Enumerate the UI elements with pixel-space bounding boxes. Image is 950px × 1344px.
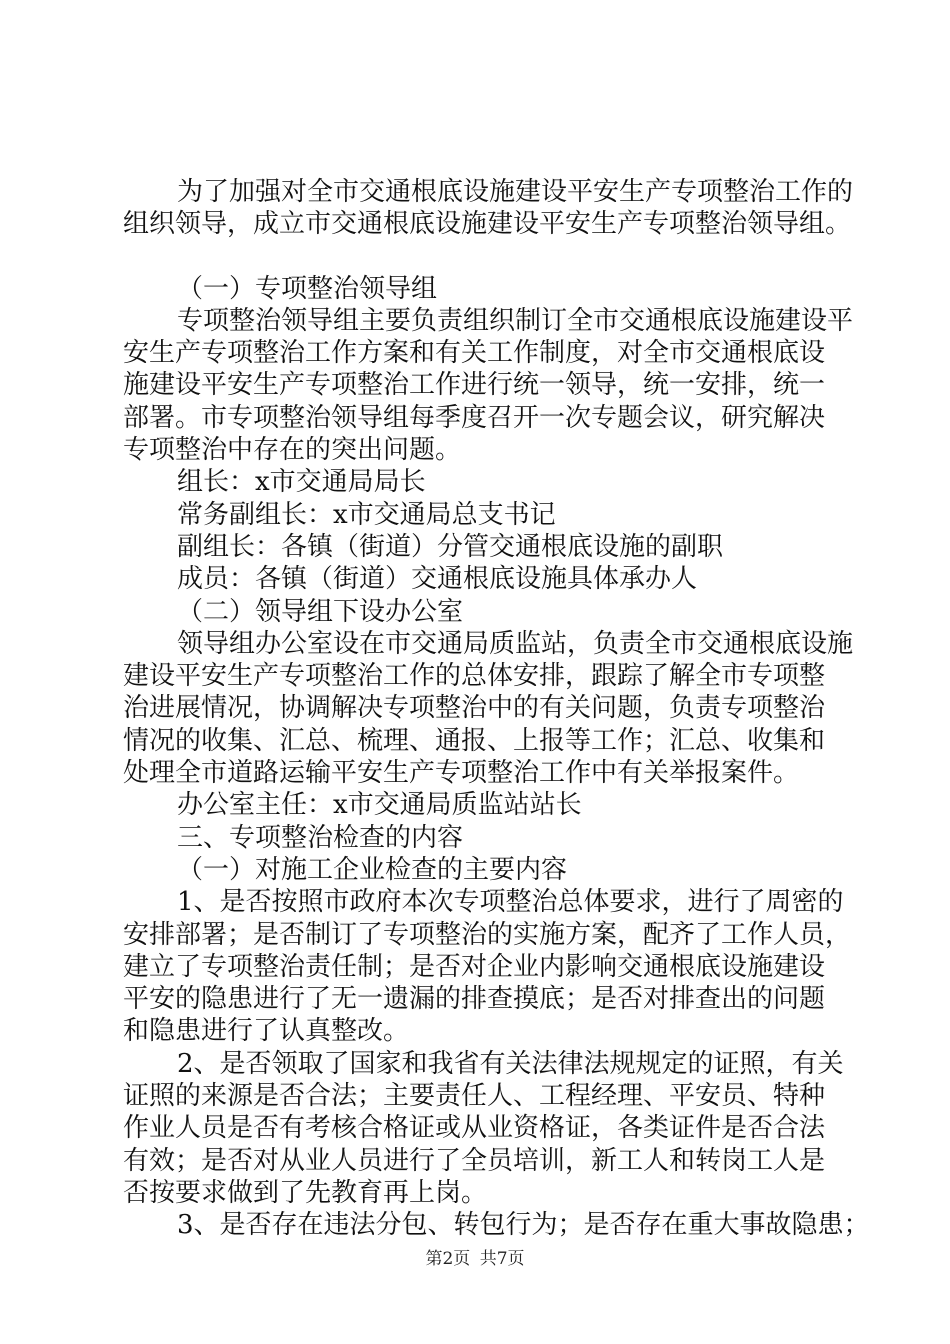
document-body — [123, 176, 870, 1242]
office-director-line: 办公室主任：x市交通局质监站站长 — [177, 790, 582, 821]
section2-para-line: 建设平安生产专项整治工作的总体安排，跟踪了解全市专项整 — [123, 661, 826, 692]
members-line: 成员：各镇（街道）交通根底设施具体承办人 — [177, 564, 698, 595]
vice-leader-line: 副组长：各镇（街道）分管交通根底设施的副职 — [177, 531, 724, 562]
paragraph-gap — [123, 241, 843, 273]
item1-line: 建立了专项整治责任制；是否对企业内影响交通根底设施建设 — [123, 951, 826, 982]
section2-para-line: 情况的收集、汇总、梳理、通报、上报等工作；汇总、收集和 — [123, 725, 826, 756]
intro-line: 为了加强对全市交通根底设施建设平安生产专项整治工作的 — [177, 177, 854, 207]
section3-heading: 三、专项整治检查的内容 — [177, 822, 464, 853]
exec-vice-leader-line: 常务副组长：x市交通局总支书记 — [177, 499, 556, 530]
item2-line: 证照的来源是否合法；主要责任人、工程经理、平安员、特种 — [123, 1081, 826, 1112]
section2-para-line: 处理全市道路运输平安生产专项整治工作中有关举报案件。 — [123, 758, 800, 789]
section2-para-line: 领导组办公室设在市交通局质监站，负责全市交通根底设施 — [177, 628, 854, 659]
item2-line: 作业人员是否有考核合格证或从业资格证，各类证件是否合法 — [123, 1113, 826, 1144]
item1-line: 和隐患进行了认真整改。 — [123, 1016, 410, 1047]
item2-line: 2、是否领取了国家和我省有关法律法规规定的证照，有关 — [177, 1048, 844, 1079]
item1-line: 平安的隐患进行了无一遗漏的排查摸底；是否对排查出的问题 — [123, 984, 826, 1015]
section1-para-line: 施建设平安生产专项整治工作进行统一领导，统一安排，统一 — [123, 370, 826, 401]
item1-line: 安排部署；是否制订了专项整治的实施方案，配齐了工作人员， — [123, 919, 852, 950]
section1-para-line: 安生产专项整治工作方案和有关工作制度，对全市交通根底设 — [123, 338, 826, 369]
leader-line: 组长：x市交通局局长 — [177, 467, 426, 498]
item2-line: 有效；是否对从业人员进行了全员培训，新工人和转岗工人是 — [123, 1145, 826, 1176]
section2-heading: （二）领导组下设办公室 — [177, 596, 464, 627]
page-number: 第2页 — [425, 1249, 471, 1269]
item2-line: 否按要求做到了先教育再上岗。 — [123, 1177, 488, 1208]
section1-heading: （一）专项整治领导组 — [177, 273, 438, 304]
item1-line: 1、是否按照市政府本次专项整治总体要求，进行了周密的 — [177, 887, 844, 918]
section1-para-line: 部署。市专项整治领导组每季度召开一次专题会议，研究解决 — [123, 402, 826, 433]
section1-para-line: 专项整治中存在的突出问题。 — [123, 435, 462, 466]
section2-para-line: 治进展情况，协调解决专项整治中的有关问题，负责专项整治 — [123, 693, 826, 724]
page-total: 共7页 — [479, 1249, 525, 1269]
section1-para-line: 专项整治领导组主要负责组织制订全市交通根底设施建设平 — [177, 305, 854, 336]
item3-line: 3、是否存在违法分包、转包行为；是否存在重大事故隐患； — [177, 1210, 870, 1241]
section3-sub-heading: （一）对施工企业检查的主要内容 — [177, 854, 568, 885]
page-footer — [0, 1244, 950, 1269]
intro-line: 组织领导，成立市交通根底设施建设平安生产专项整治领导组。 — [123, 209, 852, 240]
